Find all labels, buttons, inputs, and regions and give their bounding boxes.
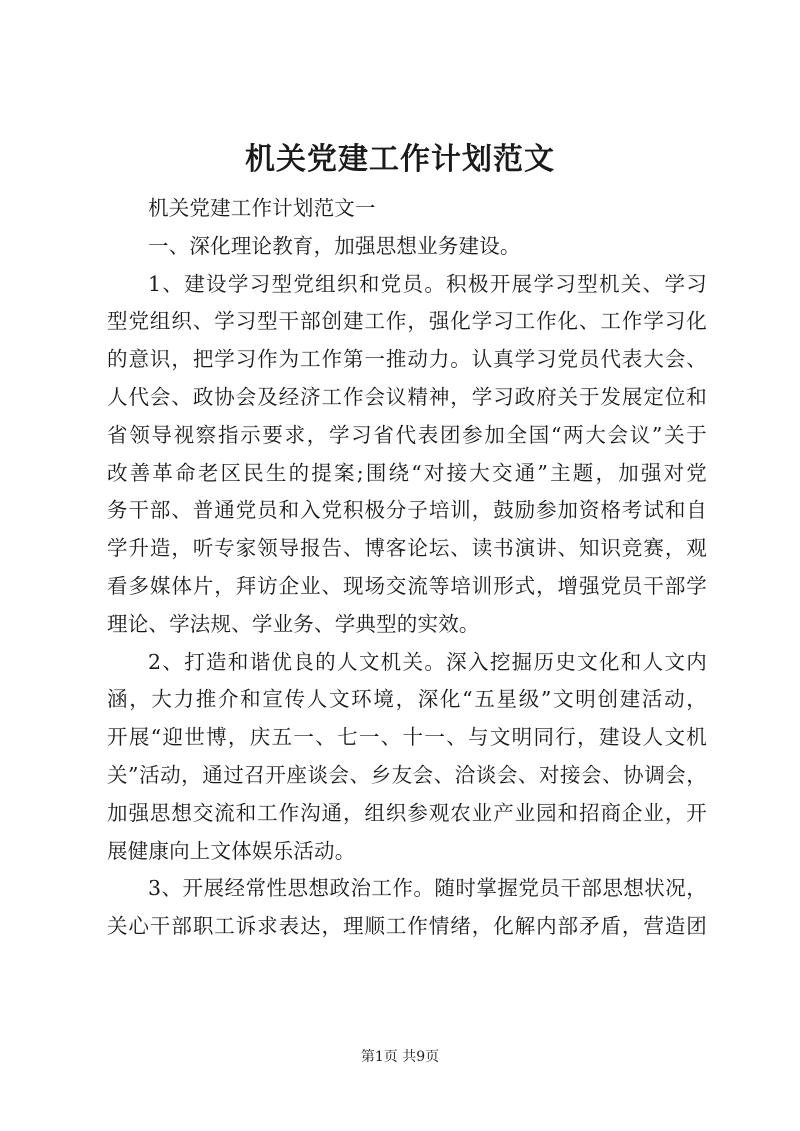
text-line: 机关党建工作计划范文一	[148, 196, 376, 220]
text-line: 开展“迎世博，庆五一、七一、十一、与文明同行，建设人文机	[107, 725, 707, 750]
text-line: 人代会、政协会及经济工作会议精神，学习政府关于发展定位和	[107, 384, 707, 409]
text-line: 省领导视察指示要求，学习省代表团参加全国“两大会议”关于	[107, 422, 707, 447]
text-line: 务干部、普通党员和入党积极分子培训，鼓励参加资格考试和自	[107, 498, 707, 523]
text-line: 2、打造和谐优良的人文机关。深入挖掘历史文化和人文内	[148, 649, 707, 674]
text-line: 3、开展经常性思想政治工作。随时掌握党员干部思想状况，	[148, 876, 707, 901]
text-line: 涵，大力推介和宣传人文环境，深化“五星级”文明创建活动，	[107, 687, 707, 712]
document-body	[107, 190, 707, 946]
text-line: 看多媒体片，拜访企业、现场交流等培训形式，增强党员干部学	[107, 573, 707, 598]
text-line: 改善革命老区民生的提案;围绕“对接大交通”主题，加强对党	[107, 460, 707, 485]
text-line: 学升造，听专家领导报告、博客论坛、读书演讲、知识竞赛，观	[107, 536, 707, 561]
text-line: 加强思想交流和工作沟通，组织参观农业产业园和招商企业，开	[107, 800, 707, 825]
text-line: 展健康向上文体娱乐活动。	[107, 838, 356, 863]
text-line: 型党组织、学习型干部创建工作，强化学习工作化、工作学习化	[107, 309, 707, 334]
page-footer: 第1页 共9页	[360, 1049, 440, 1065]
text-line: 理论、学法规、学业务、学典型的实效。	[107, 611, 480, 636]
text-line: 关心干部职工诉求表达，理顺工作情绪，化解内部矛盾，营造团	[107, 914, 707, 939]
text-line: 的意识，把学习作为工作第一推动力。认真学习党员代表大会、	[107, 347, 707, 372]
text-line: 一、深化理论教育，加强思想业务建设。	[148, 233, 521, 258]
document-title: 机关党建工作计划范文	[245, 142, 555, 177]
text-line: 1、建设学习型党组织和党员。积极开展学习型机关、学习	[148, 271, 707, 296]
text-line: 关”活动，通过召开座谈会、乡友会、洽谈会、对接会、协调会，	[107, 762, 707, 787]
